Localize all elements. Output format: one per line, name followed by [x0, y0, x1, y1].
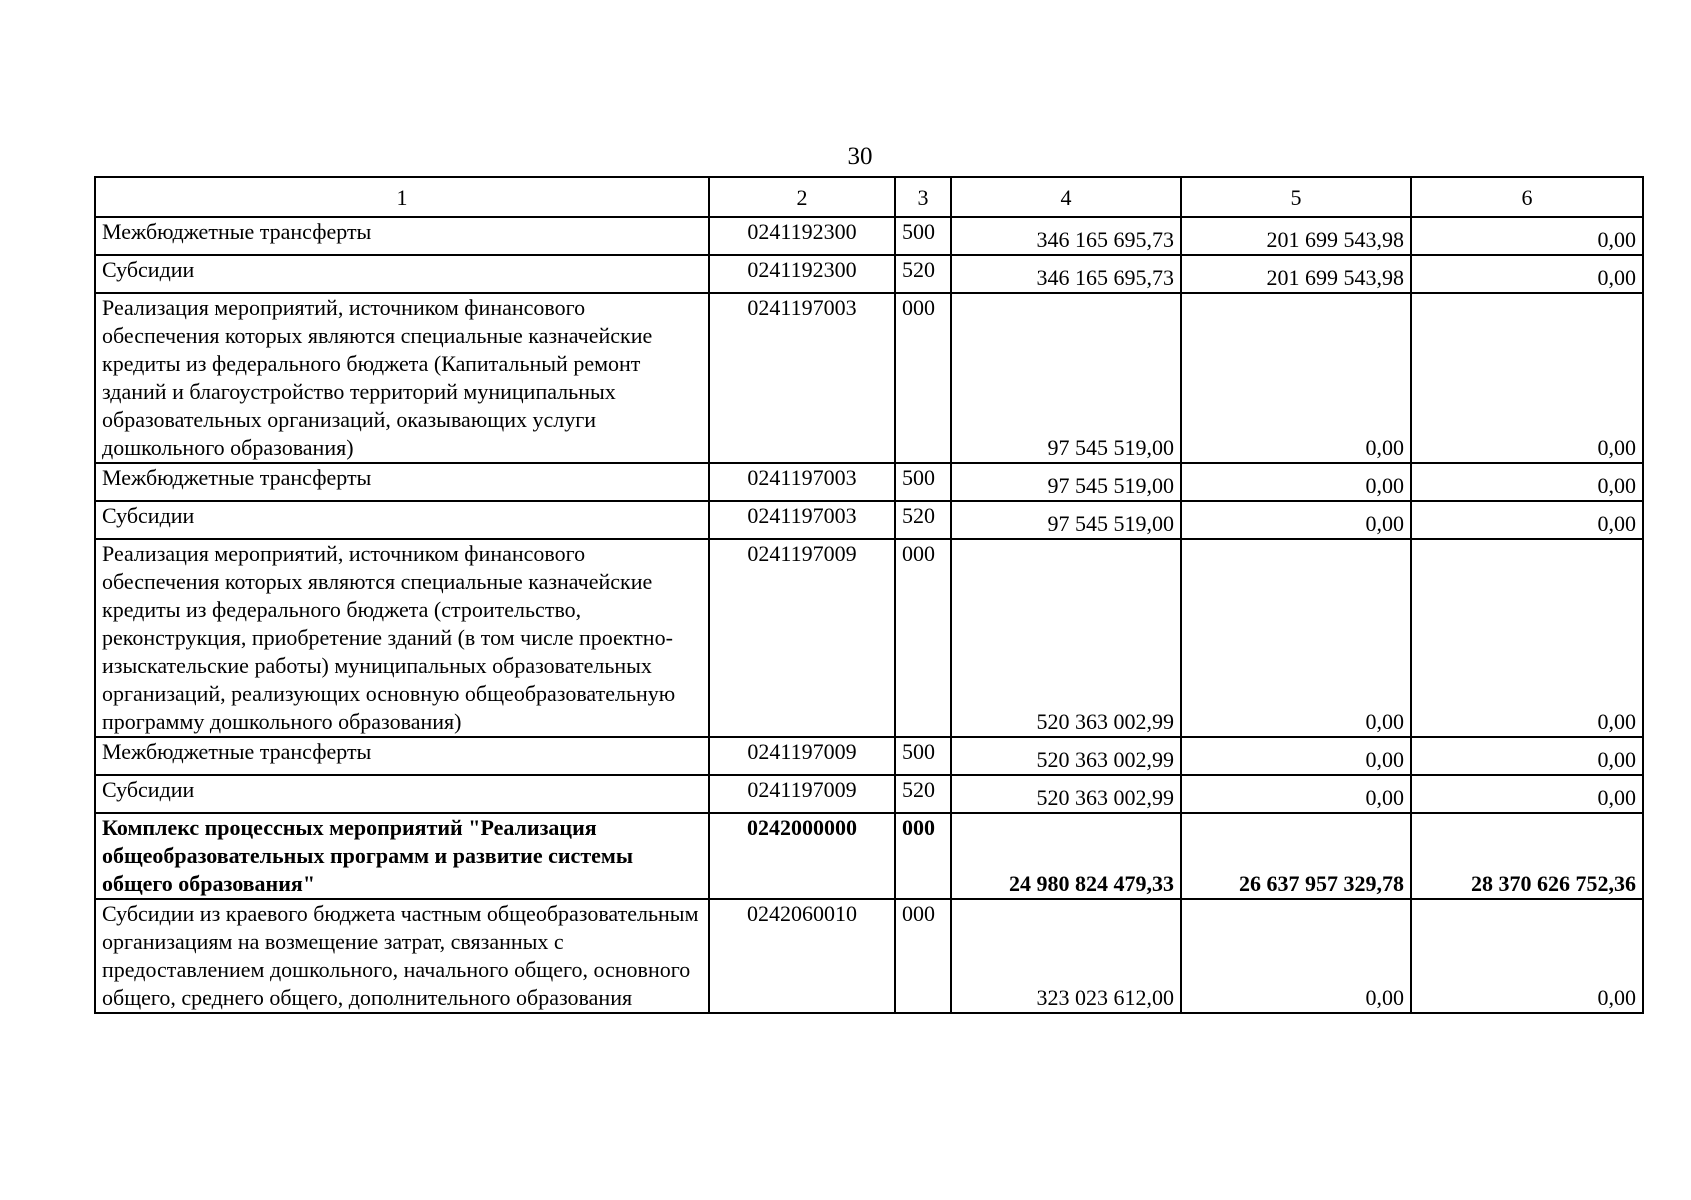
row-amount-6: 0,00	[1411, 217, 1643, 255]
row-target-code: 0241197009	[709, 737, 895, 775]
row-target-code: 0242000000	[709, 813, 895, 899]
row-amount-6: 0,00	[1411, 899, 1643, 1013]
row-amount-5: 0,00	[1181, 293, 1411, 463]
row-expense-kind: 500	[895, 217, 951, 255]
column-header-5: 5	[1181, 177, 1411, 217]
row-amount-4: 520 363 002,99	[951, 775, 1181, 813]
row-amount-4: 323 023 612,00	[951, 899, 1181, 1013]
row-amount-5: 0,00	[1181, 899, 1411, 1013]
table-row	[95, 539, 1643, 737]
row-target-code: 0242060010	[709, 899, 895, 1013]
row-target-code: 0241197003	[709, 463, 895, 501]
row-target-code: 0241197003	[709, 501, 895, 539]
column-header-2: 2	[709, 177, 895, 217]
row-amount-6: 0,00	[1411, 737, 1643, 775]
column-header-1: 1	[95, 177, 709, 217]
row-amount-6: 28 370 626 752,36	[1411, 813, 1643, 899]
column-header-4: 4	[951, 177, 1181, 217]
row-expense-kind: 520	[895, 775, 951, 813]
row-expense-kind: 000	[895, 539, 951, 737]
budget-table	[94, 176, 1644, 1014]
row-expense-kind: 000	[895, 899, 951, 1013]
row-amount-4: 97 545 519,00	[951, 293, 1181, 463]
row-target-code: 0241197009	[709, 775, 895, 813]
row-name: Реализация мероприятий, источником финансового обеспечения которых являются специальные казначейские кредиты из федерального бюджета (Капитальный ремонт зданий и благоустройство территорий муниципальных образовательных организаций, оказывающих услуги дошкольного образования)	[95, 293, 709, 463]
table-row	[95, 737, 1643, 775]
row-expense-kind: 000	[895, 293, 951, 463]
row-target-code: 0241192300	[709, 255, 895, 293]
row-expense-kind: 500	[895, 737, 951, 775]
row-target-code: 0241197003	[709, 293, 895, 463]
row-name: Субсидии	[95, 775, 709, 813]
row-amount-4: 346 165 695,73	[951, 217, 1181, 255]
row-name: Субсидии	[95, 501, 709, 539]
row-amount-6: 0,00	[1411, 501, 1643, 539]
row-name: Межбюджетные трансферты	[95, 217, 709, 255]
table-row	[95, 293, 1643, 463]
row-name: Межбюджетные трансферты	[95, 463, 709, 501]
row-target-code: 0241197009	[709, 539, 895, 737]
row-amount-6: 0,00	[1411, 255, 1643, 293]
table-row	[95, 255, 1643, 293]
row-amount-5: 26 637 957 329,78	[1181, 813, 1411, 899]
row-amount-5: 0,00	[1181, 501, 1411, 539]
row-name: Субсидии	[95, 255, 709, 293]
column-number-row	[95, 177, 1643, 217]
column-header-6: 6	[1411, 177, 1643, 217]
row-amount-4: 24 980 824 479,33	[951, 813, 1181, 899]
page-number: 30	[847, 143, 873, 170]
row-name: Субсидии из краевого бюджета частным общеобразовательным организациям на возмещение затрат, связанных с предоставлением дошкольного, начального общего, основного общего, среднего общего, дополнительного образования	[95, 899, 709, 1013]
row-amount-5: 0,00	[1181, 463, 1411, 501]
row-amount-5: 0,00	[1181, 737, 1411, 775]
row-name: Комплекс процессных мероприятий "Реализация общеобразовательных программ и развитие системы общего образования"	[95, 813, 709, 899]
row-amount-4: 346 165 695,73	[951, 255, 1181, 293]
column-header-3: 3	[895, 177, 951, 217]
row-amount-6: 0,00	[1411, 293, 1643, 463]
row-amount-4: 520 363 002,99	[951, 539, 1181, 737]
row-expense-kind: 500	[895, 463, 951, 501]
table-row	[95, 463, 1643, 501]
table-row	[95, 775, 1643, 813]
row-amount-5: 201 699 543,98	[1181, 255, 1411, 293]
table-row-section-total	[95, 813, 1643, 899]
row-amount-5: 0,00	[1181, 539, 1411, 737]
row-amount-4: 97 545 519,00	[951, 501, 1181, 539]
row-name: Реализация мероприятий, источником финансового обеспечения которых являются специальные казначейские кредиты из федерального бюджета (строительство, реконструкция, приобретение зданий (в том числе проектно-изыскательские работы) муниципальных образовательных организаций, реализующих основную общеобразовательную программу дошкольного образования)	[95, 539, 709, 737]
row-amount-6: 0,00	[1411, 775, 1643, 813]
row-amount-5: 0,00	[1181, 775, 1411, 813]
table-row	[95, 217, 1643, 255]
row-amount-6: 0,00	[1411, 463, 1643, 501]
table-row	[95, 899, 1643, 1013]
row-expense-kind: 520	[895, 501, 951, 539]
row-amount-5: 201 699 543,98	[1181, 217, 1411, 255]
row-amount-4: 520 363 002,99	[951, 737, 1181, 775]
row-amount-4: 97 545 519,00	[951, 463, 1181, 501]
row-expense-kind: 520	[895, 255, 951, 293]
row-expense-kind: 000	[895, 813, 951, 899]
table-row	[95, 501, 1643, 539]
row-amount-6: 0,00	[1411, 539, 1643, 737]
row-target-code: 0241192300	[709, 217, 895, 255]
row-name: Межбюджетные трансферты	[95, 737, 709, 775]
